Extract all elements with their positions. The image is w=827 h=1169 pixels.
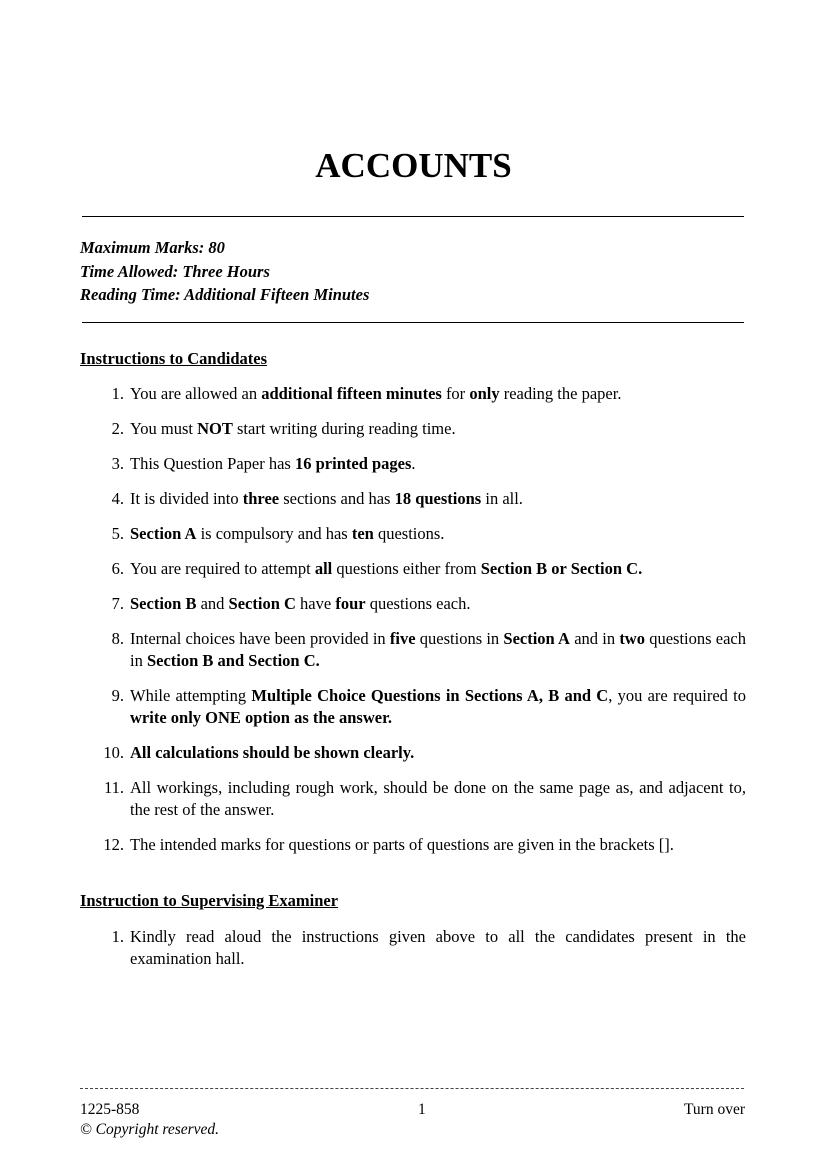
item-number: 4. [111,489,124,508]
item-number: 7. [111,594,124,613]
divider [82,216,744,217]
footer-divider [80,1088,744,1089]
list-item [96,742,746,764]
list-item [96,453,746,475]
list-item [96,418,746,440]
copyright: © Copyright reserved. [80,1121,220,1138]
examiner-heading: Instruction to Supervising Examiner [80,891,339,910]
list-item [96,777,746,821]
item-text: While attempting Multiple Choice Questions in Sections A, B and C, you are required to write only ONE option as the answer. [130,686,746,727]
max-marks: Maximum Marks: 80 [80,238,225,257]
item-number: 1. [111,927,124,946]
page-number: 1 [418,1101,426,1118]
item-number: 6. [111,559,124,578]
item-text: Section B and Section C have four questions each. [130,594,471,613]
item-text: Kindly read aloud the instructions given above to all the candidates present in the examination hall. [130,927,746,968]
item-number: 11. [103,778,124,797]
list-item [96,558,746,580]
item-text: You are required to attempt all questions either from Section B or Section C. [130,559,643,578]
item-text: You must NOT start writing during reading time. [130,419,456,438]
candidates-heading: Instructions to Candidates [80,349,268,368]
item-text: The intended marks for questions or parts of questions are given in the brackets []. [130,835,674,854]
list-item [96,926,746,970]
exam-meta [80,236,369,307]
item-number: 10. [103,743,124,762]
item-text: This Question Paper has 16 printed pages. [130,454,416,473]
list-item [96,685,746,729]
item-number: 9. [111,686,124,705]
item-number: 3. [111,454,124,473]
page-title: ACCOUNTS [315,146,512,185]
item-number: 1. [111,384,124,403]
item-number: 2. [111,419,124,438]
list-item [96,628,746,672]
item-text: All workings, including rough work, should be done on the same page as, and adjacent to, the rest of the answer. [130,778,746,819]
item-text: It is divided into three sections and has 18 questions in all. [130,489,523,508]
list-item [96,488,746,510]
time-allowed: Time Allowed: Three Hours [80,261,270,281]
item-text: Section A is compulsory and has ten questions. [130,524,445,543]
paper-code: 1225-858 [80,1101,140,1118]
reading-time: Reading Time: Additional Fifteen Minutes [80,285,370,304]
item-text: You are allowed an additional fifteen minutes for only reading the paper. [130,384,622,403]
list-item [96,593,746,615]
list-item [96,834,746,856]
item-number: 12. [103,835,124,854]
list-item [96,523,746,545]
item-text: Internal choices have been provided in five questions in Section A and in two questions each in Section B and Section C. [130,629,746,670]
list-item [96,383,746,405]
item-number: 8. [111,629,124,648]
item-text: All calculations should be shown clearly. [130,743,415,762]
item-number: 5. [111,524,124,543]
turn-over: Turn over [683,1101,745,1118]
divider [82,322,744,323]
